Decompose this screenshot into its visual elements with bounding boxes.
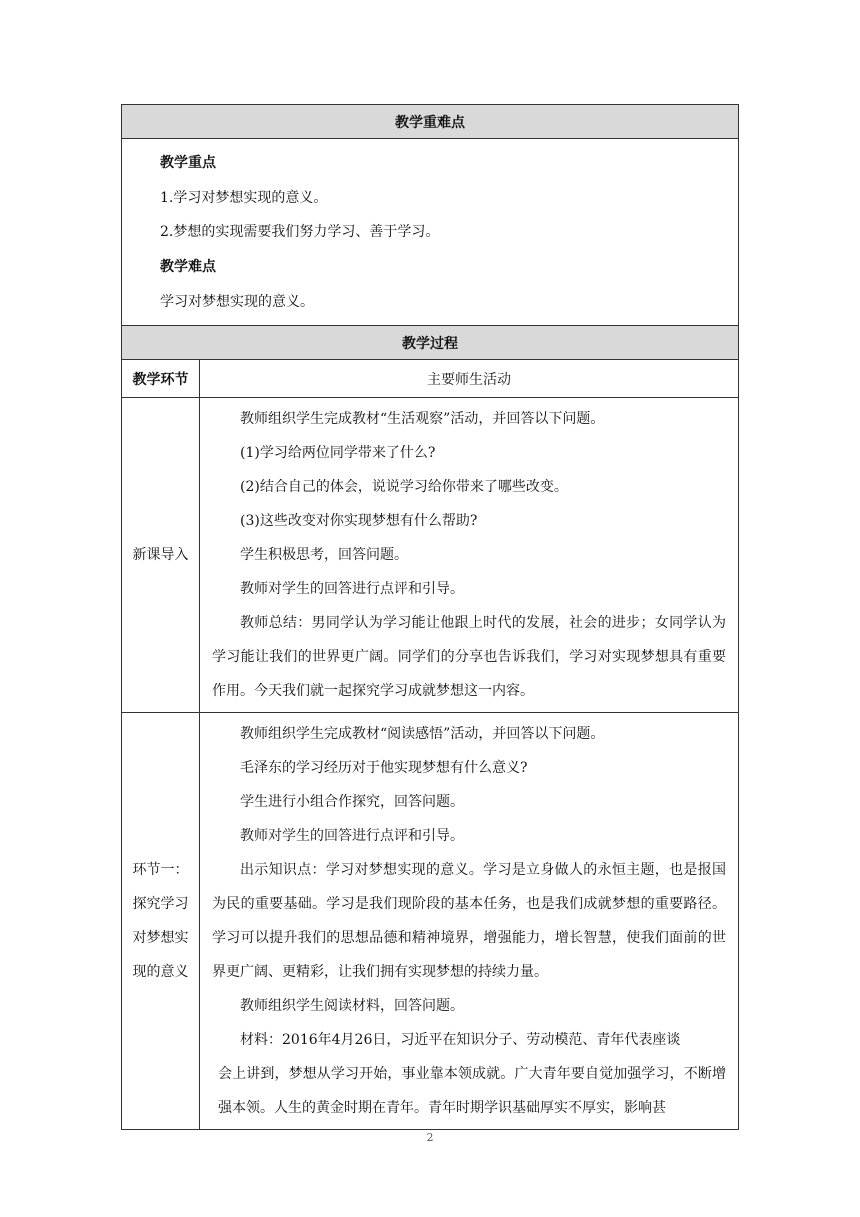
column-header-activity: 主要师生活动 <box>200 360 739 398</box>
key-points-cell <box>122 139 739 326</box>
step-line: 现的意义 <box>132 964 189 980</box>
table-row <box>122 713 739 1130</box>
step-line: 环节一： <box>132 862 189 878</box>
activity-paragraph: 教师组织学生阅读材料，回答问题。 <box>240 998 464 1014</box>
step-cell-intro: 新课导入 <box>122 398 200 713</box>
activity-paragraph: 学生进行小组合作探究，回答问题。 <box>240 794 464 810</box>
activity-paragraph: 材料：2016年4月26日，习近平在知识分子、劳动模范、青年代表座谈 <box>240 1032 681 1048</box>
lesson-plan-table <box>121 104 739 1130</box>
step-cell-section-one <box>122 713 200 1130</box>
key-item: 2.梦想的实现需要我们努力学习、善于学习。 <box>160 224 440 240</box>
activity-paragraph: 毛泽东的学习经历对于他实现梦想有什么意义? <box>240 760 528 776</box>
activity-cell-intro <box>200 398 739 713</box>
column-header-step: 教学环节 <box>122 360 200 398</box>
key-item: 1.学习对梦想实现的意义。 <box>160 190 328 206</box>
activity-paragraph: 会上讲到，梦想从学习开始，事业靠本领成就。广大青年要自觉加强学习，不断增强本领。人生的黄金时期在青年。青年时期学识基础厚实不厚实，影响甚 <box>218 1066 726 1116</box>
step-line: 对梦想实 <box>132 930 189 946</box>
activity-paragraph: (2)结合自己的体会，说说学习给你带来了哪些改变。 <box>240 479 568 495</box>
table-row <box>122 398 739 713</box>
section-title-key-points: 教学重难点 <box>122 105 739 139</box>
activity-paragraph: 学生积极思考，回答问题。 <box>240 547 408 563</box>
activity-paragraph: 教师组织学生完成教材“生活观察”活动，并回答以下问题。 <box>240 411 605 427</box>
step-line: 探究学习 <box>132 896 189 912</box>
activity-paragraph: (1)学习给两位同学带来了什么? <box>240 445 436 461</box>
page-number: 2 <box>426 1131 434 1144</box>
activity-paragraph: 教师对学生的回答进行点评和引导。 <box>240 828 464 844</box>
difficult-item: 学习对梦想实现的意义。 <box>160 294 314 310</box>
difficult-label: 教学难点 <box>160 259 216 275</box>
activity-cell-section-one <box>200 713 739 1130</box>
key-label: 教学重点 <box>160 155 216 171</box>
activity-paragraph: 出示知识点：学习对梦想实现的意义。学习是立身做人的永恒主题，也是报国为民的重要基础。学习是我们现阶段的基本任务，也是我们成就梦想的重要路径。学习可以提升我们的思想品德和精神境界，增强能力，增长智慧，使我们面前的世界更广阔、更精彩，让我们拥有实现梦想的持续力量。 <box>212 862 726 980</box>
activity-paragraph: 教师总结：男同学认为学习能让他跟上时代的发展，社会的进步；女同学认为学习能让我们的世界更广阔。同学们的分享也告诉我们，学习对实现梦想具有重要作用。今天我们就一起探究学习成就梦想这一内容。 <box>212 615 726 699</box>
activity-paragraph: (3)这些改变对你实现梦想有什么帮助? <box>240 513 478 529</box>
activity-paragraph: 教师组织学生完成教材“阅读感悟”活动，并回答以下问题。 <box>240 726 605 742</box>
section-title-process: 教学过程 <box>122 326 739 360</box>
activity-paragraph: 教师对学生的回答进行点评和引导。 <box>240 581 464 597</box>
